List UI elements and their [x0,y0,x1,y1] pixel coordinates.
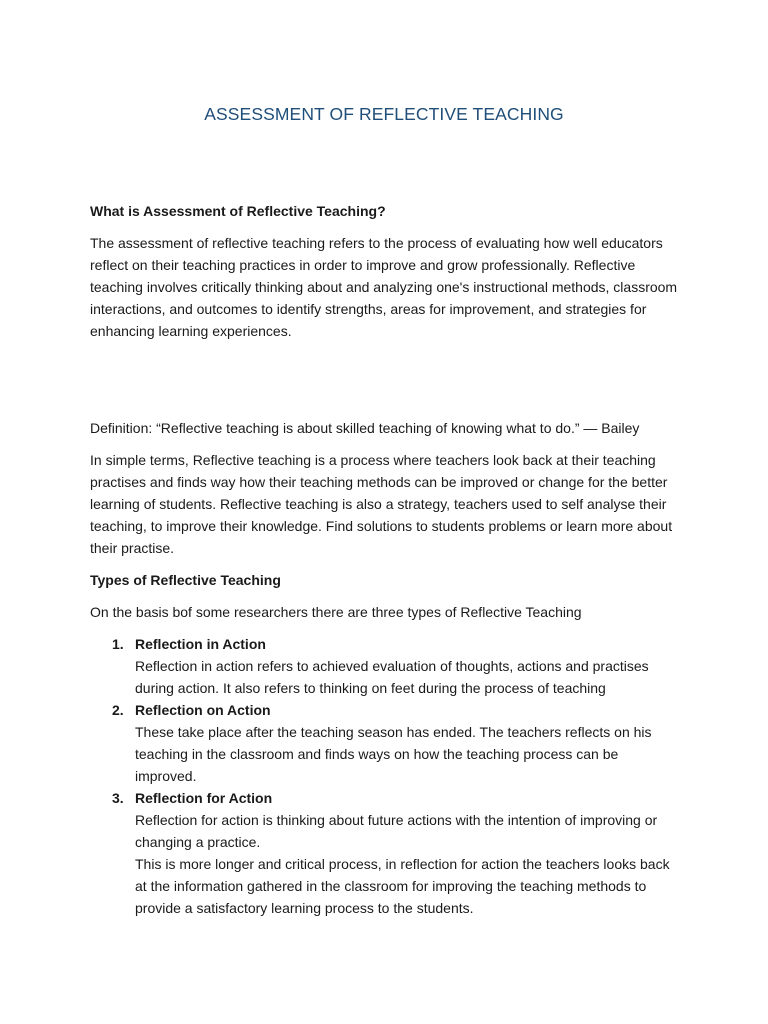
list-item-text: These take place after the teaching season has ended. The teachers reflects on his teaching in the classroom and finds ways on how the teaching process can be improved. [135,724,652,784]
document-body [90,200,680,919]
list-item-text-extra: This is more longer and critical process, in reflection for action the teachers looks back at the information gathered in the classroom for improving the teaching methods to provide a satisfactory learning process to the students. [135,856,670,916]
paragraph-types-intro: On the basis bof some researchers there are three types of Reflective Teaching [90,604,582,620]
list-number: 3. [112,790,124,806]
list-item-text: Reflection in action refers to achieved evaluation of thoughts, actions and practises during action. It also refers to thinking on feet during the process of teaching [135,658,649,696]
list-number: 2. [112,702,124,718]
paragraph-definition-quote: Definition: “Reflective teaching is about skilled teaching of knowing what to do.” — Bailey [90,420,640,436]
section-heading-what-is: What is Assessment of Reflective Teaching? [90,203,386,219]
list-item-title: Reflection in Action [135,636,266,652]
paragraph-assessment-definition: The assessment of reflective teaching refers to the process of evaluating how well educators reflect on their teaching practices in order to improve and grow professionally. Reflective teaching involves critically thinking about and analyzing one's instructional methods, classroom interactions, and outcomes to identify strengths, areas for improvement, and strategies for enhancing learning experiences. [90,235,678,339]
list-item-text: Reflection for action is thinking about future actions with the intention of improving or changing a practice. [135,812,658,850]
list-item [90,633,680,699]
document-title: ASSESSMENT OF REFLECTIVE TEACHING [204,104,564,124]
paragraph-simple-terms: In simple terms, Reflective teaching is a process where teachers look back at their teaching practises and finds way how their teaching methods can be improved or change for the better learning of students. Reflective teaching is also a strategy, teachers used to self analyse their teaching, to improve their knowledge. Find solutions to students problems or learn more about their practise. [90,452,673,556]
list-item [90,787,680,919]
list-number: 1. [112,636,124,652]
list-item-title: Reflection for Action [135,790,273,806]
types-list [90,633,680,919]
list-item-title: Reflection on Action [135,702,271,718]
list-item [90,699,680,787]
section-heading-types: Types of Reflective Teaching [90,572,281,588]
